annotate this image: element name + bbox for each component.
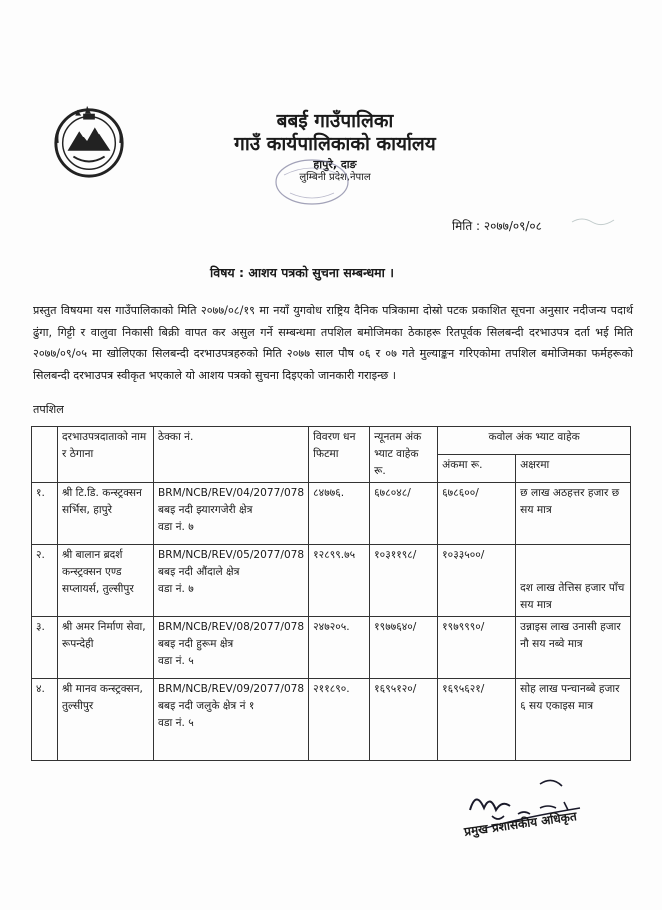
row-minimum: १९७७६४०/ xyxy=(370,617,438,679)
row-bidder: श्री बालान ब्रदर्श कन्स्ट्रक्सन एण्ड सप्लायर्स, तुल्सीपुर xyxy=(58,545,154,617)
words-header: अक्षरमा xyxy=(516,455,631,483)
table-header-row xyxy=(32,427,631,455)
signatory-title: प्रमुख प्रशासकीय अधिकृत xyxy=(463,809,578,839)
row-minimum: १०३११९८/ xyxy=(370,545,438,617)
table-row xyxy=(32,483,631,545)
contract-no: BRM/NCB/REV/09/2077/078 xyxy=(158,683,305,695)
row-bidder: श्री टि.डि. कन्स्ट्रक्सन सर्भिस, हापुरे xyxy=(58,483,154,545)
row-words: छ लाख अठहत्तर हजार छ सय मात्र xyxy=(516,483,631,545)
figures-header: अंकमा रू. xyxy=(438,455,516,483)
contract-location: बबइ नदी हुरूम क्षेत्र xyxy=(158,638,234,650)
province-line: लुम्बिनी प्रदेश,नेपाल xyxy=(299,172,371,183)
office-stamp xyxy=(272,155,352,209)
details-label: तपशिल xyxy=(33,403,64,416)
contract-no: BRM/NCB/REV/05/2077/078 xyxy=(158,549,305,561)
bid-table xyxy=(31,426,631,761)
row-contract xyxy=(154,483,309,545)
minimum-header: न्यूनतम अंक भ्याट वाहेक रू. xyxy=(370,427,438,483)
table-row xyxy=(32,545,631,617)
letter-date: मिति : २०७७/०९/०८ xyxy=(452,219,542,233)
row-sn: ४. xyxy=(32,679,58,761)
nepal-emblem-logo xyxy=(50,102,128,180)
municipality-name: बबई गाउँपालिका xyxy=(276,110,394,132)
row-words: दश लाख तेत्तिस हजार पाँच सय मात्र xyxy=(516,545,631,617)
row-sn: १. xyxy=(32,483,58,545)
row-figures: १६९५६२१/ xyxy=(438,679,516,761)
row-bidder: श्री मानव कन्स्ट्रक्सन, तुल्सीपुर xyxy=(58,679,154,761)
row-estimate: २४७२०५. xyxy=(309,617,370,679)
office-name: गाउँ कार्यपालिकाको कार्यालय xyxy=(234,133,436,155)
row-contract xyxy=(154,679,309,761)
row-figures: ६७८६००/ xyxy=(438,483,516,545)
contract-ward: वडा नं. ५ xyxy=(158,717,194,729)
row-minimum: ६७८०४८/ xyxy=(370,483,438,545)
row-estimate: १२८९९.७५ xyxy=(309,545,370,617)
row-figures: १९७९९९०/ xyxy=(438,617,516,679)
letter-body: प्रस्तुत विषयमा यस गाउँपालिकाको मिति २०७७/०८/१९ मा नयाँ युगवोध राष्ट्रिय दैनिक पत्रिकामा दोस्रो पटक प्रकाशित सूचना अनुसार नदीजन्य पदार्थ ढुंगा, गिट्टी र वालुवा निकासी बिक्री वापत कर असुल गर्ने सम्बन्धमा तपशिल बमोजिमका ठेकाहरू रितपूर्वक सिलबन्दी दरभाउपत्र दर्ता भई मिति २०७७/०९/०५ मा खोलिएका सिलबन्दी दरभाउपत्रहरुको मिति २०७७ साल पौष ०६ र ०७ गते मुल्याङ्कन गरिएकोमा तपशिल बमोजिमका फर्महरूको सिलबन्दी दरभाउपत्र स्वीकृत भएकाले यो आशय पत्रको सुचना दिइएको जानकारी गराइन्छ । xyxy=(33,304,633,382)
contract-no: BRM/NCB/REV/08/2077/078 xyxy=(158,621,305,633)
contract-ward: वडा नं. ५ xyxy=(158,655,194,667)
row-bidder: श्री अमर निर्माण सेवा, रूपन्देही xyxy=(58,617,154,679)
bidder-header: दरभाउपत्रदाताको नाम र ठेगाना xyxy=(58,427,154,483)
contract-location: बबइ नदी जलुके क्षेत्र नं १ xyxy=(158,700,255,712)
contract-header: ठेक्का नं. xyxy=(154,427,309,483)
contract-ward: वडा नं. ७ xyxy=(158,521,194,533)
contract-location: बबइ नदी झ्यारगजेरी क्षेत्र xyxy=(158,504,253,516)
row-figures: १०३३५००/ xyxy=(438,545,516,617)
row-estimate: ८४७७६. xyxy=(309,483,370,545)
office-address: हापुरे, दाङ xyxy=(313,158,357,171)
row-minimum: १६९५१२०/ xyxy=(370,679,438,761)
row-estimate: २११८९०. xyxy=(309,679,370,761)
row-sn: २. xyxy=(32,545,58,617)
row-words: सोह लाख पन्चानब्बे हजार ६ सय एकाइस मात्र xyxy=(516,679,631,761)
row-contract xyxy=(154,545,309,617)
table-row xyxy=(32,617,631,679)
table-row xyxy=(32,679,631,761)
sn-header xyxy=(32,427,58,483)
row-sn: ३. xyxy=(32,617,58,679)
contract-location: बबइ नदी औंदाले क्षेत्र xyxy=(158,566,240,578)
contract-ward: वडा नं. ७ xyxy=(158,583,194,595)
letter-subject: विषय : आशय पत्रको सुचना सम्बन्धमा । xyxy=(210,265,394,280)
row-contract xyxy=(154,617,309,679)
row-words: उन्नाइस लाख उनासी हजार नौ सय नब्वे मात्र xyxy=(516,617,631,679)
quoted-group-header: कवोल अंक भ्याट वाहेक xyxy=(438,427,631,455)
date-stamp-mark xyxy=(568,210,618,232)
contract-no: BRM/NCB/REV/04/2077/078 xyxy=(158,487,305,499)
estimate-header: विवरण धन फिटमा xyxy=(309,427,370,483)
